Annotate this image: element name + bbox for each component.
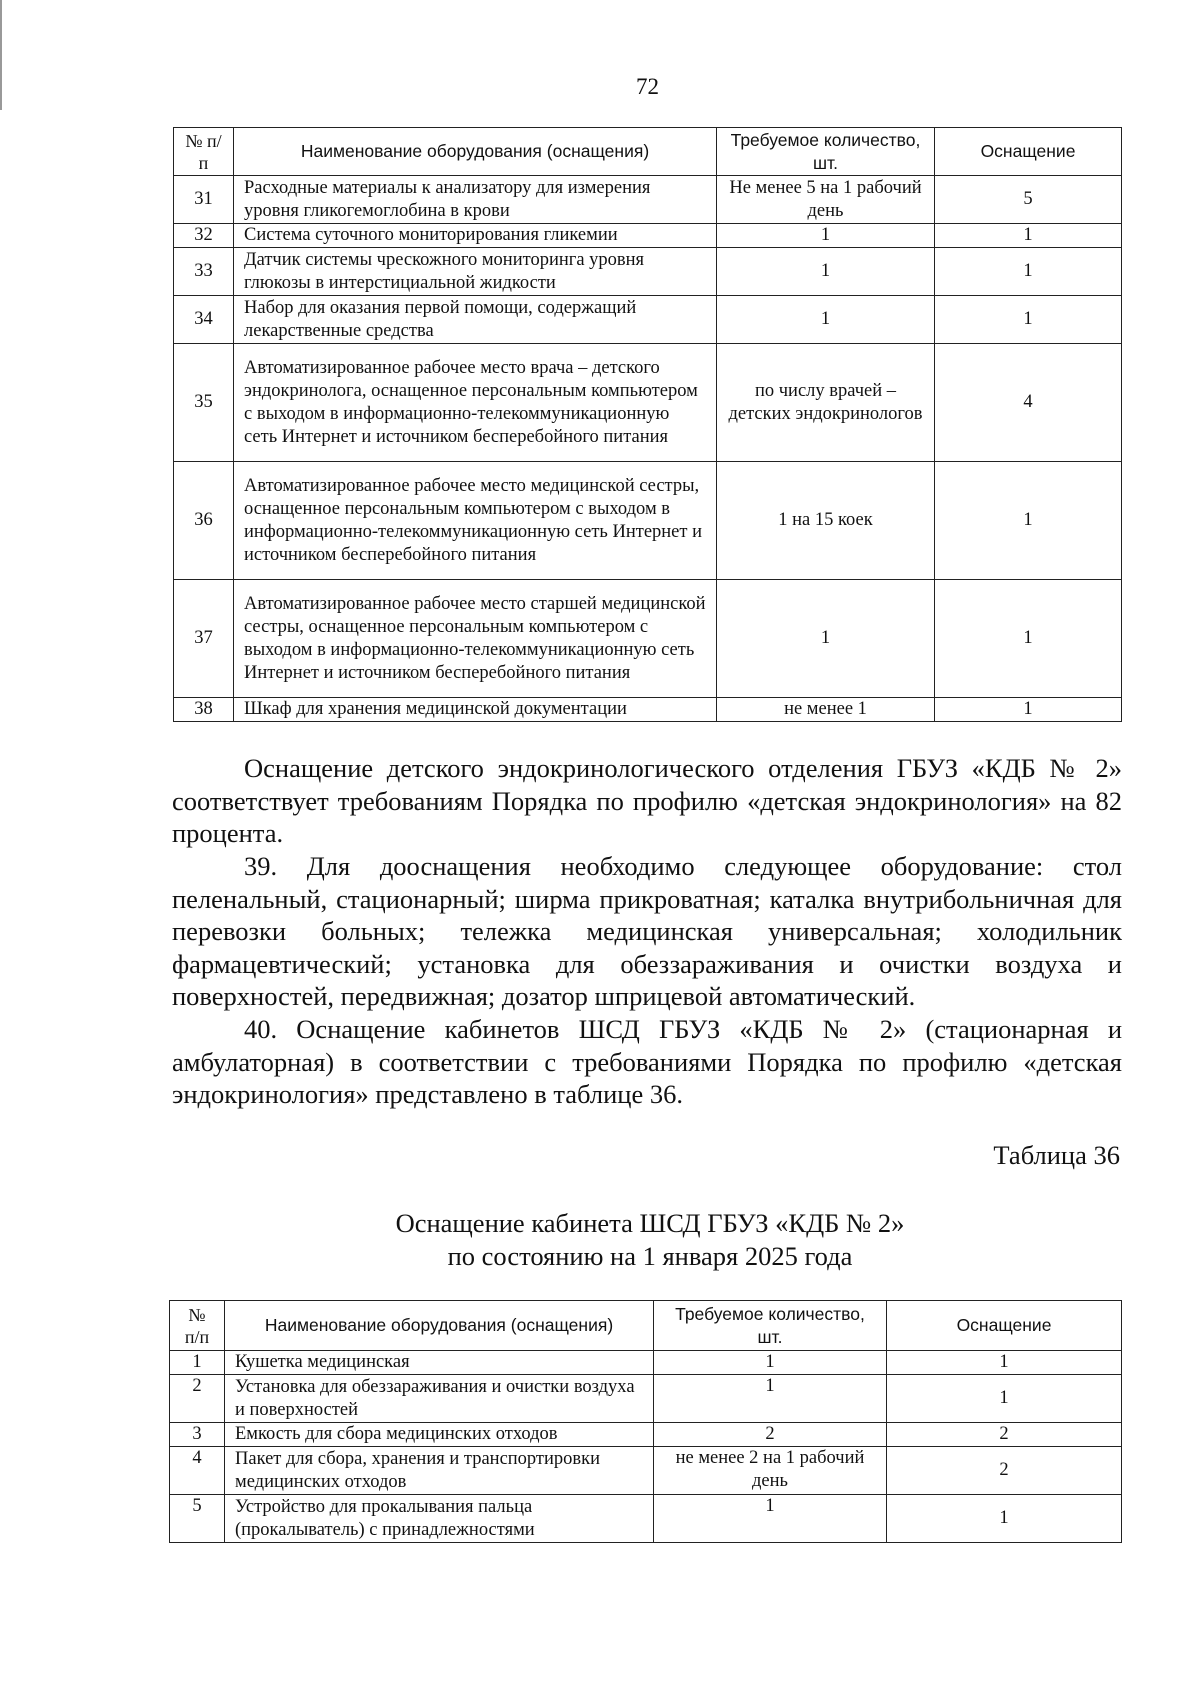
row-quantity: Не менее 5 на 1 рабочий день	[717, 176, 935, 224]
row-name: Пакет для сбора, хранения и транспортировки медицинских отходов	[225, 1447, 654, 1495]
table-row	[174, 248, 1122, 296]
header-name: Наименование оборудования (оснащения)	[225, 1301, 654, 1351]
table-header-row	[170, 1301, 1122, 1351]
table-row	[170, 1423, 1122, 1447]
row-equipment: 1	[887, 1351, 1122, 1375]
row-equipment: 1	[935, 224, 1122, 248]
paragraph-compliance	[172, 752, 1122, 850]
paragraph-39	[172, 850, 1122, 1013]
header-quantity: Требуемое количество, шт.	[654, 1301, 887, 1351]
table-title-line1: Оснащение кабинета ШСД ГБУЗ «КДБ № 2»	[395, 1208, 905, 1238]
row-quantity: 1	[654, 1375, 887, 1423]
table-row	[170, 1447, 1122, 1495]
header-number: № п/п	[170, 1301, 225, 1351]
paragraph-text: 40. Оснащение кабинетов ШСД ГБУЗ «КДБ № 2» (стационарная и амбулаторная) в соответствии с требованиями Порядка по профилю «детская эндокринология» представлено в таблице 36.	[172, 1014, 1122, 1109]
table-row	[174, 462, 1122, 580]
row-number: 5	[170, 1495, 225, 1543]
row-equipment: 2	[887, 1447, 1122, 1495]
row-equipment: 5	[935, 176, 1122, 224]
row-name: Кушетка медицинская	[225, 1351, 654, 1375]
row-name: Автоматизированное рабочее место старшей медицинской сестры, оснащенное персональным компьютером с выходом в информационно-телекоммуникационную сеть Интернет и источником бесперебойного питания	[234, 580, 717, 698]
equipment-table-continued	[173, 127, 1122, 722]
row-name: Установка для обеззараживания и очистки воздуха и поверхностей	[225, 1375, 654, 1423]
paragraph-text: 39. Для дооснащения необходимо следующее оборудование: стол пеленальный, стационарный; ширма прикроватная; каталка внутрибольничная для перевозки больных; тележка медицинская универсальная; холодильник фармацевтический; установка для обеззараживания и очистки воздуха и поверхностей, передвижная; дозатор шприцевой автоматический.	[172, 851, 1122, 1011]
row-name: Шкаф для хранения медицинской документации	[234, 698, 717, 722]
row-quantity: 1	[654, 1351, 887, 1375]
table-row	[174, 296, 1122, 344]
header-number: № п/п	[174, 128, 234, 176]
header-equipment: Оснащение	[935, 128, 1122, 176]
page-number: 72	[636, 74, 659, 99]
row-number: 32	[174, 224, 234, 248]
row-quantity: 1	[717, 224, 935, 248]
row-name: Автоматизированное рабочее место медицинской сестры, оснащенное персональным компьютером с выходом в информационно-телекоммуникационную сеть Интернет и источником бесперебойного питания	[234, 462, 717, 580]
row-name: Устройство для прокалывания пальца (прокалыватель) с принадлежностями	[225, 1495, 654, 1543]
paragraph-40	[172, 1013, 1122, 1111]
row-quantity: 2	[654, 1423, 887, 1447]
row-equipment: 1	[935, 248, 1122, 296]
row-equipment: 4	[935, 344, 1122, 462]
row-number: 31	[174, 176, 234, 224]
table-row	[174, 176, 1122, 224]
header-quantity: Требуемое количество, шт.	[717, 128, 935, 176]
header-equipment: Оснащение	[887, 1301, 1122, 1351]
row-quantity: 1	[717, 248, 935, 296]
row-equipment: 1	[887, 1495, 1122, 1543]
row-number: 1	[170, 1351, 225, 1375]
row-name: Автоматизированное рабочее место врача – детского эндокринолога, оснащенное персональным компьютером с выходом в информационно-телекоммуникационную сеть Интернет и источником бесперебойного питания	[234, 344, 717, 462]
row-quantity: 1	[717, 580, 935, 698]
table-header-row	[174, 128, 1122, 176]
row-name: Система суточного мониторирования гликемии	[234, 224, 717, 248]
row-number: 33	[174, 248, 234, 296]
table-row	[170, 1351, 1122, 1375]
row-quantity: 1	[717, 296, 935, 344]
row-number: 38	[174, 698, 234, 722]
table-title-line2: по состоянию на 1 января 2025 года	[447, 1241, 853, 1271]
row-name: Датчик системы чрескожного мониторинга уровня глюкозы в интерстициальной жидкости	[234, 248, 717, 296]
row-equipment: 1	[935, 462, 1122, 580]
row-equipment: 1	[935, 580, 1122, 698]
row-name: Набор для оказания первой помощи, содержащий лекарственные средства	[234, 296, 717, 344]
row-equipment: 1	[935, 698, 1122, 722]
table-row	[174, 344, 1122, 462]
row-name: Емкость для сбора медицинских отходов	[225, 1423, 654, 1447]
row-number: 35	[174, 344, 234, 462]
row-equipment: 2	[887, 1423, 1122, 1447]
table-row	[174, 224, 1122, 248]
row-quantity: по числу врачей – детских эндокринологов	[717, 344, 935, 462]
table-row	[174, 698, 1122, 722]
row-quantity: не менее 2 на 1 рабочий день	[654, 1447, 887, 1495]
row-equipment: 1	[887, 1375, 1122, 1423]
table-row	[170, 1495, 1122, 1543]
row-number: 3	[170, 1423, 225, 1447]
row-number: 34	[174, 296, 234, 344]
row-name: Расходные материалы к анализатору для измерения уровня гликогемоглобина в крови	[234, 176, 717, 224]
table-body	[174, 176, 1122, 722]
row-number: 2	[170, 1375, 225, 1423]
row-quantity: 1 на 15 коек	[717, 462, 935, 580]
row-equipment: 1	[935, 296, 1122, 344]
row-number: 4	[170, 1447, 225, 1495]
table-row	[174, 580, 1122, 698]
table-body	[170, 1351, 1122, 1543]
row-number: 37	[174, 580, 234, 698]
header-name: Наименование оборудования (оснащения)	[234, 128, 717, 176]
row-quantity: 1	[654, 1495, 887, 1543]
shsd-equipment-table	[169, 1300, 1122, 1543]
row-number: 36	[174, 462, 234, 580]
table-label: Таблица 36	[993, 1140, 1120, 1170]
row-quantity: не менее 1	[717, 698, 935, 722]
table-title	[0, 1207, 1200, 1273]
table-row	[170, 1375, 1122, 1423]
paragraph-text: Оснащение детского эндокринологического отделения ГБУЗ «КДБ № 2» соответствует требованиям Порядка по профилю «детская эндокринология» на 82 процента.	[172, 753, 1122, 848]
